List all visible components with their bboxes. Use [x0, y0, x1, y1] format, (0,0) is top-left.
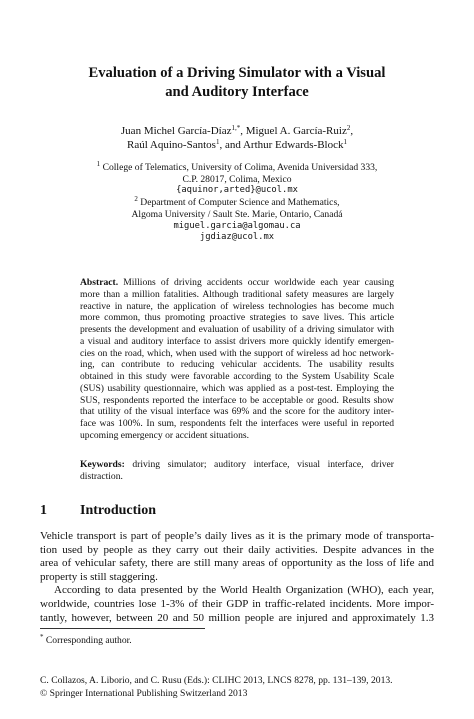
body-text: [40, 530, 434, 625]
affiliation-sup: 1: [96, 160, 101, 168]
abstract-line: a visual and auditory interface to assist drivers more quickly identify emergen-: [80, 335, 394, 347]
section-heading: [40, 502, 156, 520]
affiliation-text: Department of Computer Science and Mathematics,: [137, 197, 340, 209]
abstract-line: [80, 277, 394, 289]
page-footer: [40, 675, 393, 700]
abstract-line: more than a million fatalities. Although traditional safety measures are largely: [80, 288, 394, 300]
keywords-line: distraction.: [80, 470, 123, 482]
affiliation-text: College of Telematics, University of Colima, Avenida Universidad 333,: [100, 162, 378, 173]
affiliation-1-email: {aquinor,arted}@ucol.mx: [176, 185, 298, 196]
body-line: property is still staggering.: [40, 570, 158, 583]
affiliation-2-line-1: [40, 197, 434, 209]
author-line-2: [40, 138, 434, 152]
keywords-line: [80, 459, 394, 471]
footnote-sup: *: [40, 633, 44, 641]
section-number: 1: [40, 503, 47, 518]
author-list: [40, 124, 434, 152]
paper-title: [40, 64, 434, 102]
body-line: area of vehicular safety, there are still many areas of opportunity as the loss of life and: [40, 557, 434, 570]
author-sup: 2: [346, 124, 351, 132]
abstract-line: cies on the road, which, when used with the support of wireless ad hoc network-: [80, 347, 394, 359]
abstract-line: that utility of the visual interface was 69% and the score for the auditory inter-: [80, 406, 394, 418]
footnote-text: Corresponding author.: [43, 635, 132, 646]
author-sup: 1,*: [231, 124, 241, 132]
body-line: worldwide, countries lose 1-3% of their GDP in traffic-related incidents. More impor-: [40, 597, 434, 610]
affiliations: [40, 162, 434, 244]
author-name: Juan Michel García-Díaz: [120, 125, 232, 137]
affiliation-3-email: jgdiaz@ucol.mx: [199, 232, 275, 243]
footnote-rule: [40, 628, 205, 629]
author-sup: 1: [215, 138, 220, 146]
keywords: [80, 459, 394, 483]
abstract-line: SUS, respondents reported the interface to be acceptable or good. Results show: [80, 394, 394, 406]
abstract-line: reactive in nature, the application of wireless technologies has become much: [80, 300, 394, 312]
keywords-label: Keywords:: [80, 459, 125, 470]
affiliation-2-line-2: Algoma University / Sault Ste. Marie, Ontario, Canadá: [131, 208, 343, 220]
author-separator: ,: [240, 125, 246, 137]
abstract: [80, 277, 394, 442]
title-line-1: Evaluation of a Driving Simulator with a Visual: [88, 65, 386, 81]
abstract-line: face was 100%. In sum, respondents felt the interfaces were useful in reported: [80, 418, 394, 429]
abstract-line: presents the development and evaluation of usability of a driving simulator with: [80, 324, 394, 335]
keywords-text: driving simulator; auditory interface, visual interface, driver: [124, 459, 394, 470]
abstract-label: Abstract.: [80, 277, 119, 288]
author-separator: , and: [219, 139, 243, 151]
affiliation-1-line-1: [40, 162, 434, 174]
abstract-line: (SUS) usability questionnaire, which was applied as a post-test. Employing the: [80, 382, 394, 394]
abstract-line: upcoming emergency or accident situations.: [80, 429, 249, 441]
abstract-line: obtained in this study were favorable according to the System Usability Scale: [80, 371, 394, 382]
author-sup: 1: [343, 138, 347, 146]
affiliation-sup: 2: [134, 195, 138, 204]
body-line: Vehicle transport is part of people’s daily lives as it is the primary mode of transporta-: [40, 530, 434, 542]
footer-copyright: © Springer International Publishing Switzerland 2013: [40, 687, 248, 699]
abstract-line: more common, thus promoting proactive strategies to save lives. This article: [80, 312, 394, 324]
affiliation-2-email: miguel.garcia@algomau.ca: [173, 220, 301, 231]
body-line: tion used by people as they carry out their daily activities. Despite advances in the: [40, 543, 434, 556]
body-line: According to data presented by the World Health Organization (WHO), each year,: [54, 584, 434, 597]
body-line: tantly, however, between 20 and 50 million people are injured and approximately 1.3: [40, 611, 434, 624]
affiliation-1-line-2: C.P. 28017, Colima, Mexico: [182, 173, 292, 185]
author-line-1: [40, 124, 434, 138]
title-line-2: and Auditory Interface: [165, 84, 309, 100]
author-separator: ,: [350, 125, 354, 137]
abstract-line-text: Millions of driving accidents occur worldwide each year causing: [118, 277, 394, 288]
author-name: Miguel A. García-Ruiz: [245, 125, 347, 137]
footnote: [40, 635, 132, 647]
footer-citation: C. Collazos, A. Liborio, and C. Rusu (Eds.): CLIHC 2013, LNCS 8278, pp. 131–139, 2013.: [40, 675, 393, 686]
abstract-line: ing, can contribute to reducing vehicular accidents. The usability results: [80, 359, 394, 371]
section-title: Introduction: [80, 503, 156, 518]
author-name: Raúl Aquino-Santos: [127, 139, 216, 151]
author-name: Arthur Edwards-Block: [242, 139, 344, 151]
